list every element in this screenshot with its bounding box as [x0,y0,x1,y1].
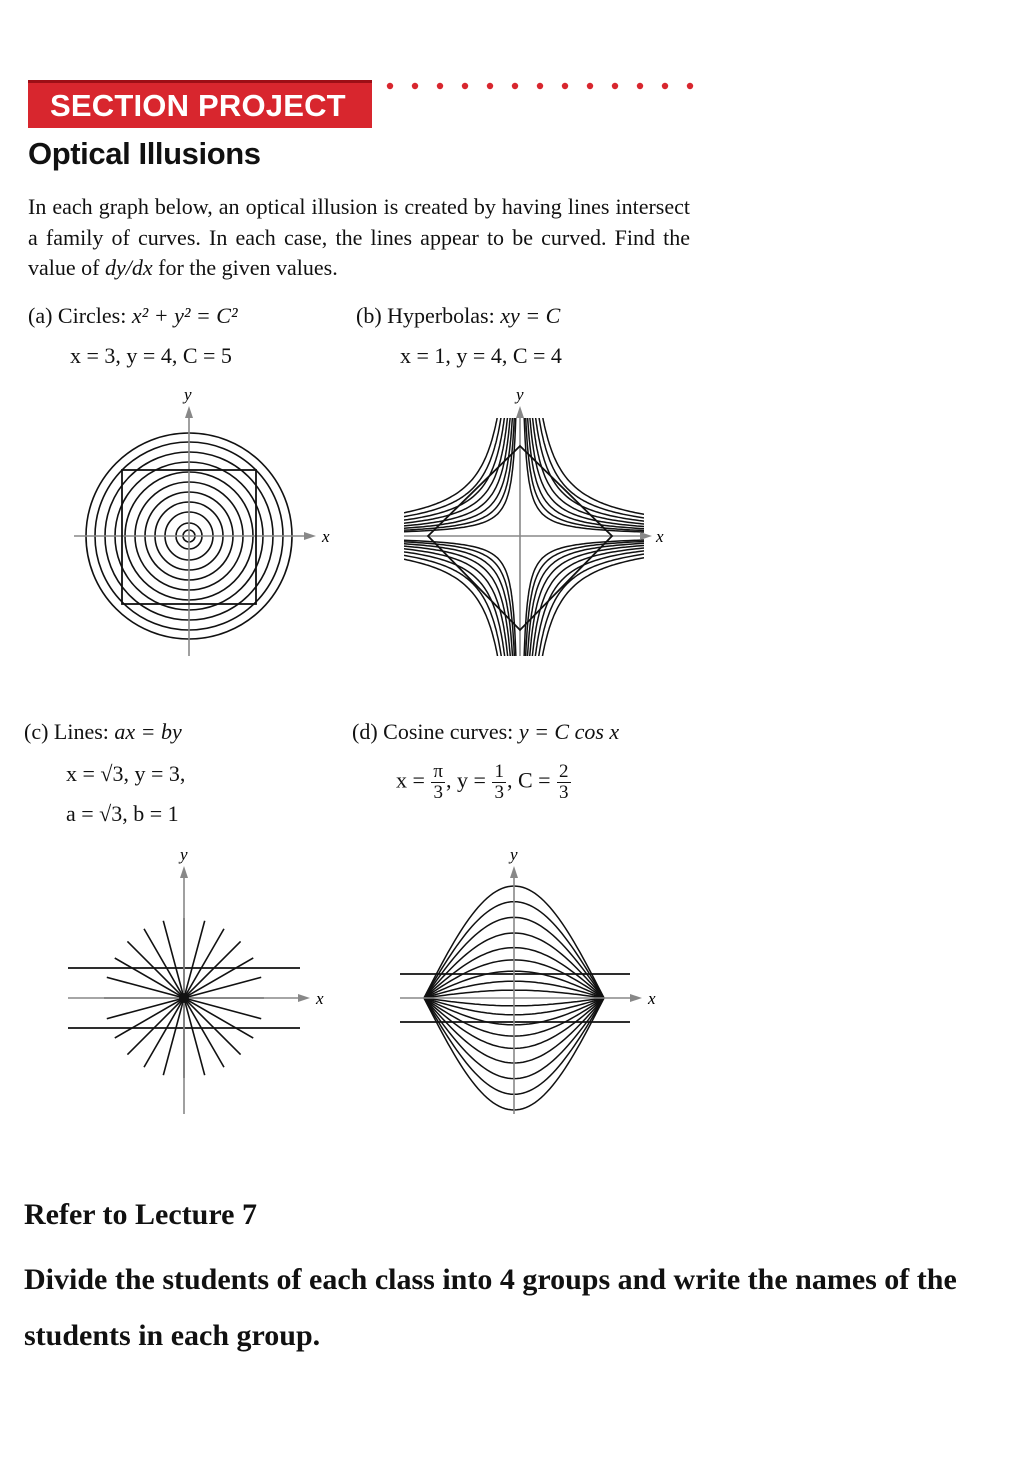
rule-dot [487,83,493,89]
rule-dot [587,83,593,89]
part-b-values: x = 1, y = 4, C = 4 [400,343,562,368]
x-axis-label: x [322,527,330,546]
y-axis-arrow [510,866,518,878]
rule-dot [612,83,618,89]
hyperbola-curve [532,548,650,663]
part-c-values-2: a = √3, b = 1 [66,801,179,826]
hyperbola-curve [398,407,499,515]
intro-dydx: dy/dx [104,255,153,280]
hyperbola-curve [398,407,516,532]
part-a-label [28,302,238,330]
origin-dot [179,993,189,1003]
rule-dot [537,83,543,89]
rule-dot [637,83,643,89]
part-c-letter: (c) [24,719,49,744]
part-c-label [24,718,182,746]
part-d-values [396,762,572,803]
rule-dot [562,83,568,89]
hyperbola-curve [398,550,506,662]
hyperbola-curve [398,407,506,522]
graph-cosine-curves [392,842,672,1122]
part-b-label [356,302,560,330]
d-x-label: x = [396,767,425,793]
intro-text-1: In each graph below, an optical illusion is created by having lines intersect a family of curves. In each case, the lines appear to be curved. Find the value of [28,194,690,280]
hyperbola-curve [398,557,499,662]
d-y-label: , y = [446,767,486,793]
x-axis-label: x [316,989,324,1008]
hyperbola-curve [527,407,649,529]
group-instruction: Divide the students of each class into 4 groups and write the names of the students in each group. [24,1263,957,1352]
x-axis-label: x [656,527,664,546]
part-c-values-1: x = √3, y = 3, [66,761,186,786]
rule-dot [687,83,693,89]
y-axis-arrow [180,866,188,878]
hyperbola-curve [525,541,649,662]
section-banner [28,80,372,128]
intro-text-2: for the given values. [152,255,338,280]
graph-hyperbolas [398,382,678,662]
x-axis-arrow [640,532,652,540]
rule-dot [512,83,518,89]
rule-dot [412,83,418,89]
rule-dot [462,83,468,89]
d-c-label: , C = [506,767,551,793]
x-axis-arrow [298,994,310,1002]
part-a-values: x = 3, y = 4, C = 5 [70,343,232,368]
part-b-name: Hyperbolas: [387,303,495,328]
x-axis-arrow [304,532,316,540]
d-y-fraction: $\frac{1}{3}$ [494,761,504,803]
banner-text: SECTION PROJECT [50,88,346,123]
d-c-fraction: $\frac{2}{3}$ [559,761,569,803]
part-d-equation: y = C cos x [518,719,620,744]
hyperbola-curve [398,548,509,663]
y-axis-label: y [184,385,192,404]
y-axis-label: y [180,845,188,864]
rule-dot [437,83,443,89]
part-c-equation: ax = by [114,719,182,744]
part-a-letter: (a) [28,303,53,328]
hyperbola-curve [398,553,503,662]
hyperbola-curve [541,407,649,515]
graph-circles [64,382,344,662]
y-axis-arrow [185,406,193,418]
hyperbola-curve [398,407,509,525]
lecture-reference: Refer to Lecture 7 [24,1198,257,1231]
y-axis-label: y [516,385,524,404]
y-axis-arrow [516,406,524,418]
intro-paragraph [28,192,690,284]
part-b-equation: xy = C [500,303,561,328]
part-c-name: Lines: [53,719,109,744]
dotted-rule [386,80,696,94]
hyperbola-curve [541,557,649,662]
part-d-name: Cosine curves: [383,719,514,744]
part-d-label [352,718,619,746]
rule-dot [662,83,668,89]
rule-dot [387,83,393,89]
part-a-name: Circles: [57,303,127,328]
graph-lines [60,842,340,1122]
x-axis-arrow [630,994,642,1002]
part-b-letter: (b) [356,303,382,328]
hyperbola-curve [532,407,650,525]
part-d-letter: (d) [352,719,378,744]
d-x-fraction: $\frac{\pi}{3}$ [433,761,444,803]
part-a-equation: x² + y² = C² [131,303,238,328]
page-title: Optical Illusions [28,136,261,171]
x-axis-label: x [648,989,656,1008]
y-axis-label: y [510,845,518,864]
hyperbola-curve [398,407,503,519]
